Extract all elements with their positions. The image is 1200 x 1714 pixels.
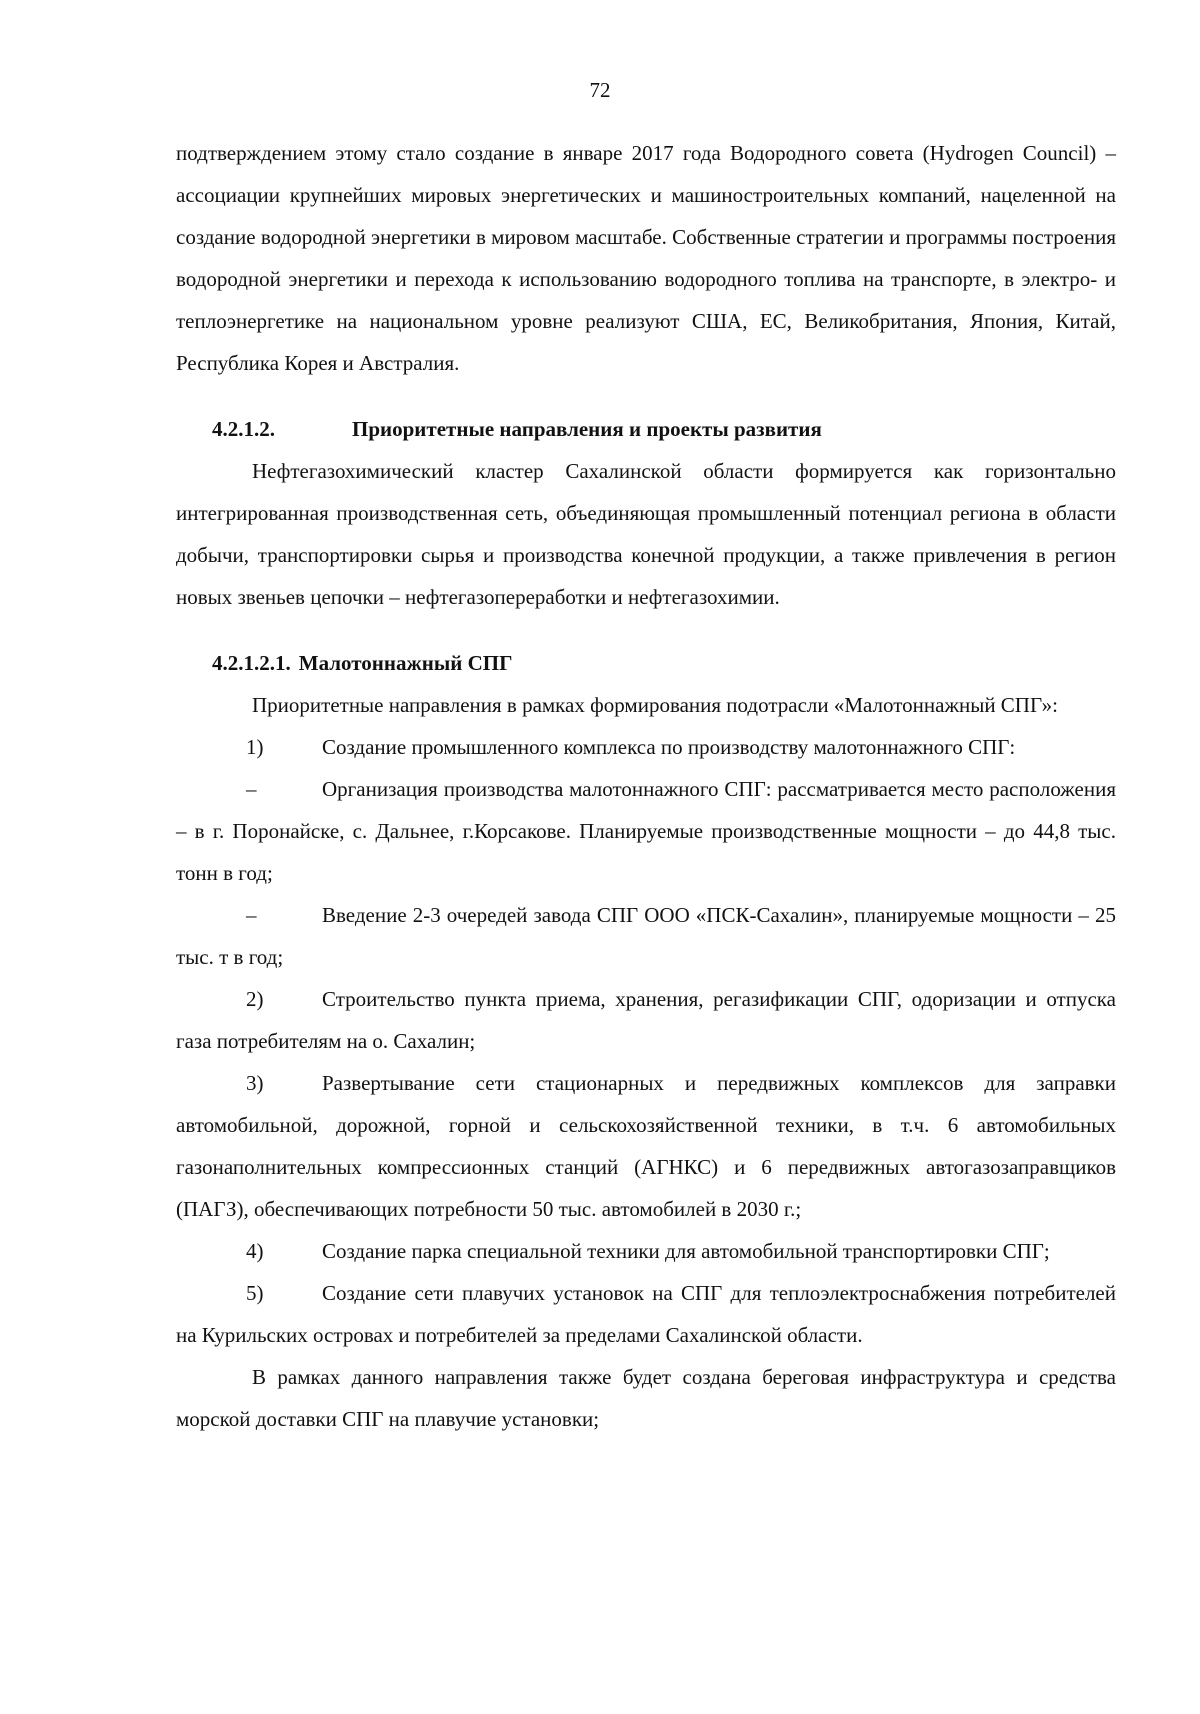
list-marker: – [246, 903, 257, 927]
list-item [176, 1272, 1116, 1356]
list-item [176, 894, 1116, 978]
paragraph: подтверждением этому стало создание в январе 2017 года Водородного совета (Hydrogen Council) – ассоциации крупнейших мировых энергетических и машиностроительных компаний, нацеленной на создание водородной энергетики в мировом масштабе. Собственные стратегии и программы построения водородной энергетики и перехода к использованию водородного топлива на транспорте, в электро- и теплоэнергетике на национальном уровне реализуют США, ЕС, Великобритания, Япония, Китай, Республика Корея и Австралия. [176, 141, 1116, 375]
paragraph: Приоритетные направления в рамках формирования подотрасли «Малотоннажный СПГ»: [252, 693, 1058, 717]
list-marker: 5) [246, 1281, 264, 1305]
list-marker: – [246, 777, 257, 801]
page-number: 72 [589, 78, 611, 102]
subsection-title: Малотоннажный СПГ [298, 651, 513, 675]
document-body [176, 132, 1116, 1440]
section-heading [176, 408, 1116, 450]
list-item [176, 1062, 1116, 1230]
list-item-text: Введение 2-3 очередей завода СПГ ООО «ПСК-Сахалин», планируемые мощности – 25 тыс. т в год; [176, 903, 1116, 969]
list-item [176, 1230, 1116, 1272]
list-item-text: Развертывание сети стационарных и передвижных комплексов для заправки автомобильной, дорожной, горной и сельскохозяйственной техники, в т.ч. 6 автомобильных газонаполнительных компрессионных станций (АГНКС) и 6 передвижных автогазозаправщиков (ПАГЗ), обеспечивающих потребности 50 тыс. автомобилей в 2030 г.; [176, 1071, 1116, 1221]
list-item-text: Строительство пункта приема, хранения, регазификации СПГ, одоризации и отпуска газа потребителям на о. Сахалин; [176, 987, 1116, 1053]
list-marker: 3) [246, 1071, 264, 1095]
list-item-text: Создание парка специальной техники для автомобильной транспортировки СПГ; [322, 1239, 1050, 1263]
subsection-number: 4.2.1.2.1. [212, 651, 291, 675]
list-item [176, 978, 1116, 1062]
paragraph: В рамках данного направления также будет создана береговая инфраструктура и средства морской доставки СПГ на плавучие установки; [176, 1365, 1116, 1431]
list-marker: 2) [246, 987, 264, 1011]
list-marker: 1) [246, 735, 264, 759]
section-number: 4.2.1.2. [212, 417, 275, 441]
list-marker: 4) [246, 1239, 264, 1263]
list-item-text: Организация производства малотоннажного СПГ: рассматривается место расположения – в г. Поронайске, с. Дальнее, г.Корсакове. Планируемые производственные мощности – до 44,8 тыс. тонн в год; [176, 777, 1116, 885]
subsection-heading [176, 642, 1116, 684]
section-title: Приоритетные направления и проекты развития [352, 417, 822, 441]
list-item [176, 768, 1116, 894]
list-item-text: Создание сети плавучих установок на СПГ для теплоэлектроснабжения потребителей на Курильских островах и потребителей за пределами Сахалинской области. [176, 1281, 1116, 1347]
list-item-text: Создание промышленного комплекса по производству малотоннажного СПГ: [322, 735, 1016, 759]
list-item [176, 726, 1116, 768]
paragraph: Нефтегазохимический кластер Сахалинской области формируется как горизонтально интегрированная производственная сеть, объединяющая промышленный потенциал региона в области добычи, транспортировки сырья и производства конечной продукции, а также привлечения в регион новых звеньев цепочки – нефтегазопереработки и нефтегазохимии. [176, 459, 1116, 609]
